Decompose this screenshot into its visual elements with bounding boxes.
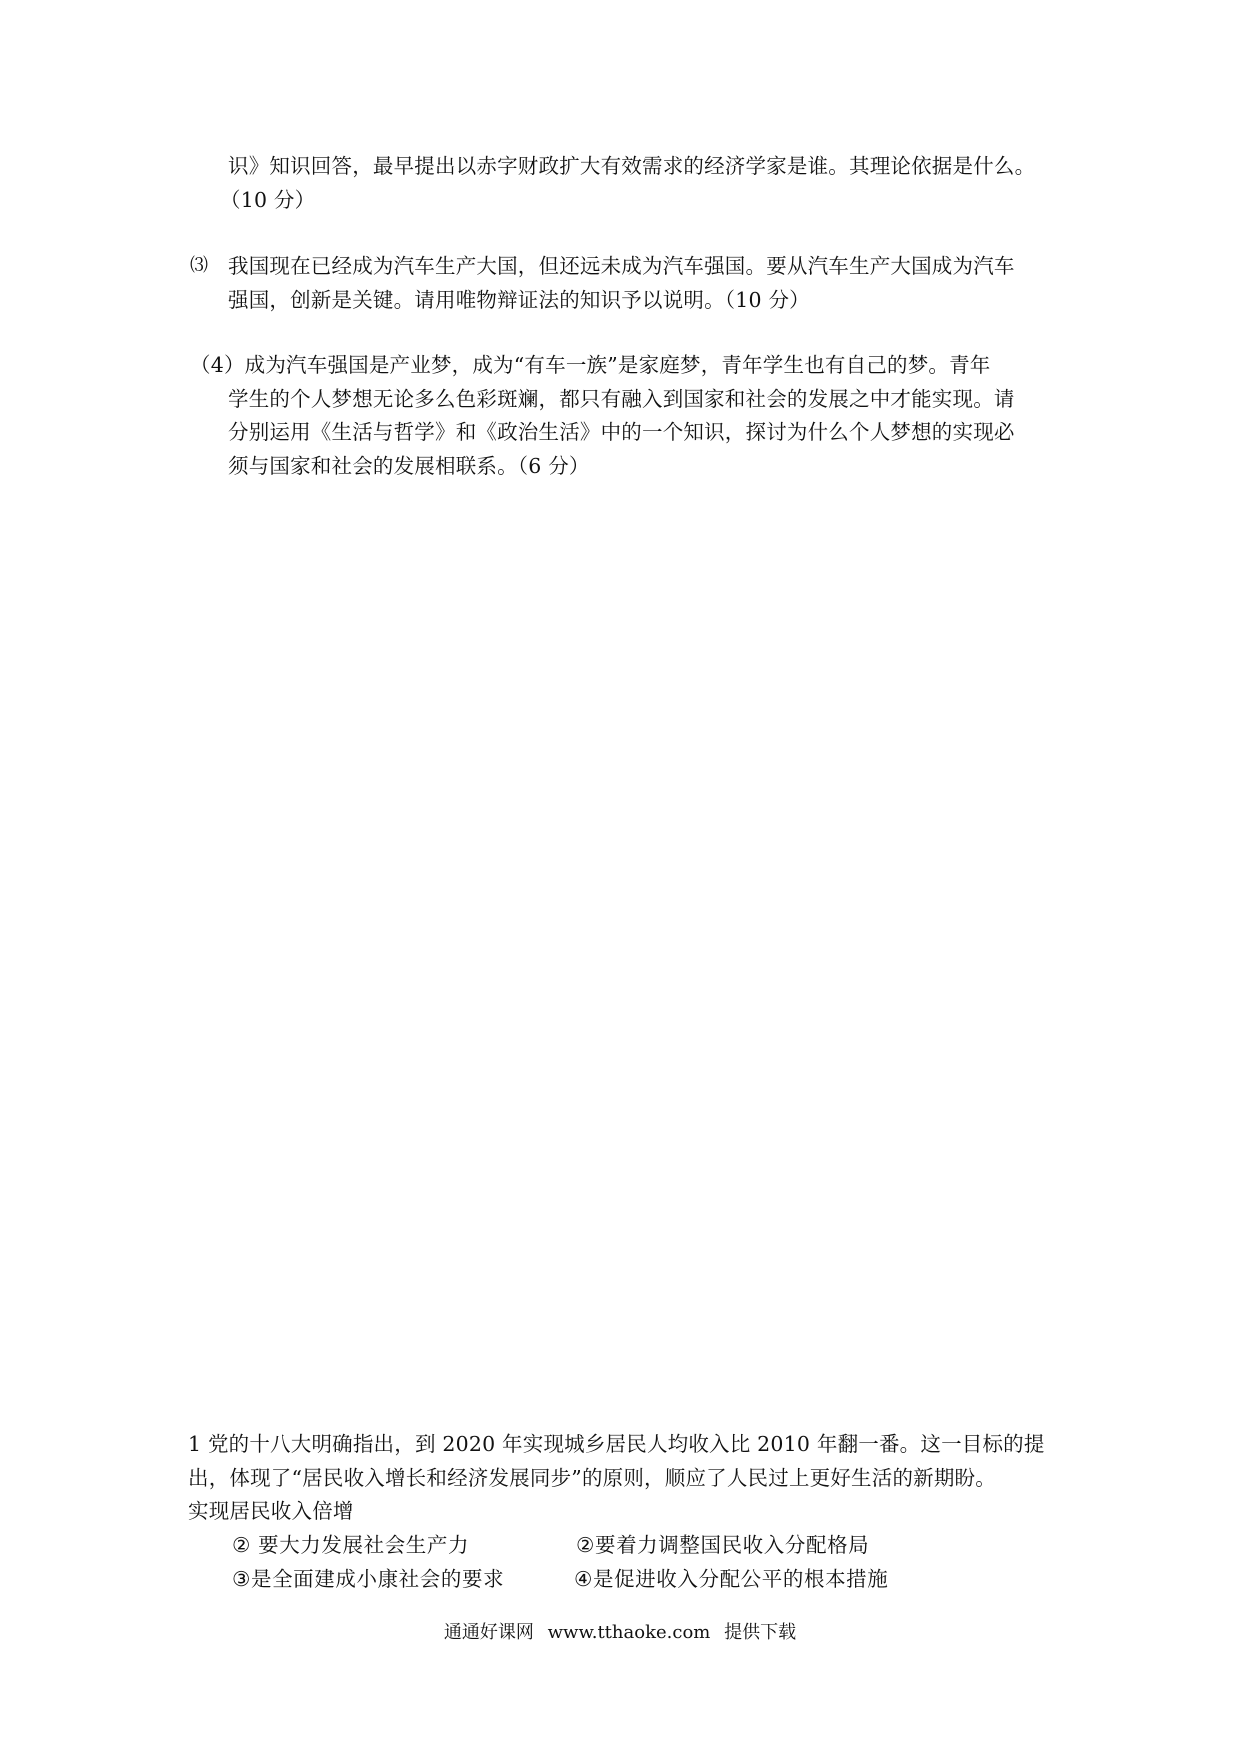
q1-option-3: ③是全面建成小康社会的要求 bbox=[232, 1567, 505, 1591]
q1-option-4: ④是促进收入分配公平的根本措施 bbox=[574, 1567, 889, 1591]
page-footer bbox=[0, 1620, 1240, 1646]
q3-marker: ⑶ bbox=[190, 255, 208, 276]
q1-option-2: ②要着力调整国民收入分配格局 bbox=[576, 1533, 870, 1557]
q2-continued-line-1: 识》知识回答，最早提出以赤字财政扩大有效需求的经济学家是谁。其理论依据是什么。 bbox=[228, 154, 1036, 178]
q3-line-1: 我国现在已经成为汽车生产大国，但还远未成为汽车强国。要从汽车生产大国成为汽车 bbox=[228, 254, 1015, 278]
q4-line-3: 分别运用《生活与哲学》和《政治生活》中的一个知识，探讨为什么个人梦想的实现必 bbox=[228, 420, 1015, 444]
q4-line-1: （4）成为汽车强国是产业梦，成为“有车一族”是家庭梦，青年学生也有自己的梦。青年 bbox=[190, 353, 991, 377]
q4-line-4: 须与国家和社会的发展相联系。（6 分） bbox=[228, 454, 590, 478]
footer-suffix: 提供下载 bbox=[724, 1622, 797, 1643]
q1-line-2: 出，体现了“居民收入增长和经济发展同步”的原则，顺应了人民过上更好生活的新期盼。 bbox=[188, 1466, 996, 1490]
q1-line-3: 实现居民收入倍增 bbox=[188, 1499, 354, 1523]
q1-option-1: ② 要大力发展社会生产力 bbox=[232, 1533, 470, 1557]
q1-line-1: 1 党的十八大明确指出，到 2020 年实现城乡居民人均收入比 2010 年翻一番。这一目标的提 bbox=[188, 1432, 1045, 1456]
footer-url[interactable]: www.tthaoke.com bbox=[547, 1622, 711, 1643]
q3-line-2: 强国，创新是关键。请用唯物辩证法的知识予以说明。（10 分） bbox=[228, 288, 810, 312]
q4-line-2: 学生的个人梦想无论多么色彩斑斓，都只有融入到国家和社会的发展之中才能实现。请 bbox=[228, 387, 1015, 411]
footer-site-name: 通通好课网 bbox=[443, 1622, 534, 1643]
q2-continued-line-2: （10 分） bbox=[220, 188, 316, 212]
